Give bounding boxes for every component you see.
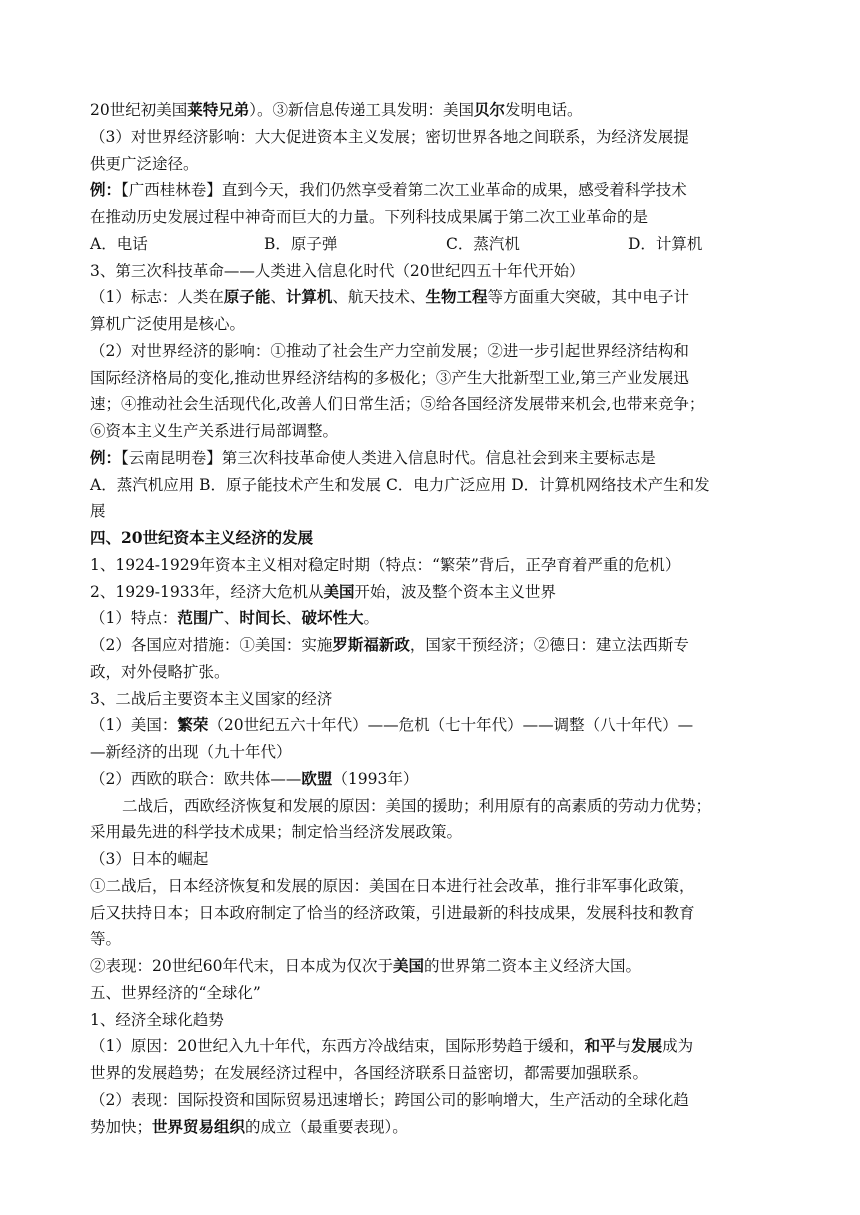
text-line xyxy=(90,475,710,495)
text-span: 政，对外侵略扩张。 xyxy=(90,662,230,681)
text-span: （1）标志：人类在 xyxy=(90,288,224,307)
text-span: 二战后，西欧经济恢复和发展的原因：美国的援助；利用原有的高素质的劳动力优势； xyxy=(122,796,712,815)
text-span: 算机广泛使用是核心。 xyxy=(90,315,246,333)
text-span: 的世界第二资本主义经济大国。 xyxy=(423,957,641,975)
text-line xyxy=(90,742,292,762)
text-span: 的成立（最重要表现）。 xyxy=(245,1117,408,1136)
text-line xyxy=(90,1010,224,1030)
text-span: —新经济的出现（九十年代） xyxy=(90,743,292,761)
text-line xyxy=(90,314,245,334)
bold-text: 发展 xyxy=(631,1036,663,1056)
text-span: 1、1924-1929年资本主义相对稳定时期（特点：“繁荣”背后，正孕育着严重的危机） xyxy=(90,555,681,574)
text-span: 【云南昆明卷】第三次科技革命使人类进入信息时代。信息社会到来主要标志是 xyxy=(121,448,656,467)
text-span: ①二战后，日本经济恢复和发展的原因：美国在日本进行社会改革，推行非军事化政策， xyxy=(90,876,695,895)
text-line xyxy=(90,715,693,735)
bold-text: 和平 xyxy=(584,1036,616,1056)
text-line xyxy=(90,555,680,575)
bold-text: 欧盟 xyxy=(301,768,333,788)
text-line xyxy=(90,180,687,200)
text-span: 2、1929-1933年，经济大危机从 xyxy=(90,582,324,601)
text-span: （2）表现：国际投资和国际贸易迅速增长；跨国公司的影响增大，生产活动的全球化趋 xyxy=(90,1090,689,1109)
text-span: 速；④推动社会生活现代化,改善人们日常生活；⑤给各国经济发展带来机会,也带来竞争； xyxy=(90,395,705,414)
text-line xyxy=(90,822,462,842)
text-span: ，国家干预经济；②德日：建立法西斯专 xyxy=(409,636,689,654)
text-line xyxy=(90,528,313,548)
text-span: （2）对世界经济的影响：①推动了社会生产力空前发展；②进一步引起世界经济结构和 xyxy=(90,341,689,360)
text-line xyxy=(90,368,689,388)
text-line xyxy=(90,929,121,949)
text-span: 五、世界经济的“全球化” xyxy=(90,983,261,1002)
bold-text: 贝尔 xyxy=(474,100,506,119)
bold-text: 时间长 xyxy=(239,608,286,628)
text-span: 、 xyxy=(223,609,240,628)
text-line xyxy=(90,582,556,602)
text-span: 成为 xyxy=(662,1037,694,1056)
text-span: 开始，波及整个资本主义世界 xyxy=(354,582,557,601)
text-span: 3、第三次科技革命——人类进入信息化时代（20世纪四五十年代开始） xyxy=(90,261,585,280)
text-line xyxy=(90,100,583,120)
text-line xyxy=(90,127,689,147)
text-line xyxy=(90,1063,648,1083)
bold-text: 例： xyxy=(90,447,122,467)
text-span: 、 xyxy=(270,288,286,307)
bold-text: 美国 xyxy=(392,956,424,975)
text-line xyxy=(90,1036,693,1056)
text-span: 世界的发展趋势；在发展经济过程中，各国经济联系日益密切，都需要加强联系。 xyxy=(90,1064,649,1082)
text-line xyxy=(90,421,338,441)
text-span: 在推动历史发展过程中神奇而巨大的力量。下列科技成果属于第二次工业革命的是 xyxy=(90,208,649,226)
text-line xyxy=(122,796,711,816)
text-span: 等方面重大突破，其中电子计 xyxy=(487,288,689,307)
text-line xyxy=(90,769,418,789)
text-line xyxy=(90,287,689,307)
text-span: （20世纪五六十年代）——危机（七十年代）——调整（八十年代）— xyxy=(208,716,694,735)
choice-option: B．原子弹 xyxy=(264,234,338,253)
text-line xyxy=(90,635,689,655)
bold-text: 美国 xyxy=(323,581,355,601)
text-line xyxy=(90,662,230,682)
text-line xyxy=(90,689,332,709)
choice-option: C．蒸汽机 xyxy=(446,234,520,253)
text-span: 【广西桂林卷】直到今天，我们仍然享受着第二次工业革命的成果，感受着科学技术 xyxy=(121,181,687,200)
text-line xyxy=(90,903,695,923)
bold-text: 莱特兄弟 xyxy=(187,100,250,119)
text-span: A．蒸汽机应用 B．原子能技术产生和发展 C．电力广泛应用 D．计算机网络技术产生和发 xyxy=(90,475,710,494)
text-line xyxy=(90,983,261,1003)
text-line xyxy=(90,154,199,174)
text-line xyxy=(90,448,656,468)
text-span: 20世纪初美国 xyxy=(90,101,188,119)
text-span: （3）日本的崛起 xyxy=(90,850,209,868)
text-span: （3）对世界经济影响：大大促进资本主义发展；密切世界各地之间联系，为经济发展提 xyxy=(90,127,689,146)
text-span: 供更广泛途径。 xyxy=(90,154,199,173)
text-span: 。 xyxy=(363,609,379,628)
text-span: 势加快； xyxy=(90,1117,153,1136)
bold-text: 生物工程 xyxy=(425,287,488,307)
text-line xyxy=(90,341,689,361)
bold-text: 世界贸易组织 xyxy=(152,1116,246,1136)
choice-option: A．电话 xyxy=(90,234,148,253)
text-span: 国际经济格局的变化,推动世界经济结构的多极化；③产生大批新型工业,第三产业发展迅 xyxy=(90,368,689,387)
text-span: 展 xyxy=(90,502,106,521)
text-span: 3、二战后主要资本主义国家的经济 xyxy=(90,689,333,708)
text-line xyxy=(90,1090,689,1110)
text-line xyxy=(90,261,585,281)
bold-text: 原子能 xyxy=(223,287,271,307)
bold-text: 例： xyxy=(90,180,122,200)
bold-text: 范围广 xyxy=(177,608,224,628)
text-span: （1）美国： xyxy=(90,716,178,735)
text-span: ）。③新信息传递工具发明：美国 xyxy=(249,101,475,119)
text-span: ⑥资本主义生产关系进行局部调整。 xyxy=(90,422,339,440)
choice-row xyxy=(0,234,860,254)
bold-text: 破坏性大 xyxy=(301,608,364,628)
text-span: （1）原因：20世纪入九十年代，东西方冷战结束，国际形势趋于缓和， xyxy=(90,1037,585,1056)
text-span: 、 xyxy=(285,609,302,628)
text-span: （2）各国应对措施：①美国：实施 xyxy=(90,636,333,654)
text-line xyxy=(90,394,704,414)
text-span: ②表现：20世纪60年代末，日本成为仅次于 xyxy=(90,957,393,975)
text-span: 等。 xyxy=(90,930,122,949)
choice-option: D．计算机 xyxy=(628,234,703,253)
text-line xyxy=(90,876,695,896)
text-line xyxy=(90,956,641,976)
text-span: 后又扶持日本；日本政府制定了恰当的经济政策，引进最新的科技成果，发展科技和教育 xyxy=(90,903,695,922)
bold-text: 繁荣 xyxy=(177,715,209,735)
text-span: （1）特点： xyxy=(90,609,178,628)
text-span: （1993年） xyxy=(332,769,419,788)
text-span: 发明电话。 xyxy=(505,101,583,119)
text-span: 与 xyxy=(615,1037,632,1056)
text-line xyxy=(90,608,379,628)
text-span: 、航天技术、 xyxy=(332,288,426,307)
text-line xyxy=(90,501,106,521)
text-line xyxy=(90,1117,408,1137)
text-span: 1、经济全球化趋势 xyxy=(90,1010,224,1029)
text-span: （2）西欧的联合：欧共体—— xyxy=(90,769,302,788)
bold-text: 罗斯福新政 xyxy=(332,635,410,654)
bold-text: 四、20世纪资本主义经济的发展 xyxy=(90,528,314,547)
text-line xyxy=(90,849,208,869)
text-span: 采用最先进的科学技术成果；制定恰当经济发展政策。 xyxy=(90,823,463,842)
text-line xyxy=(90,207,648,227)
bold-text: 计算机 xyxy=(285,287,333,307)
